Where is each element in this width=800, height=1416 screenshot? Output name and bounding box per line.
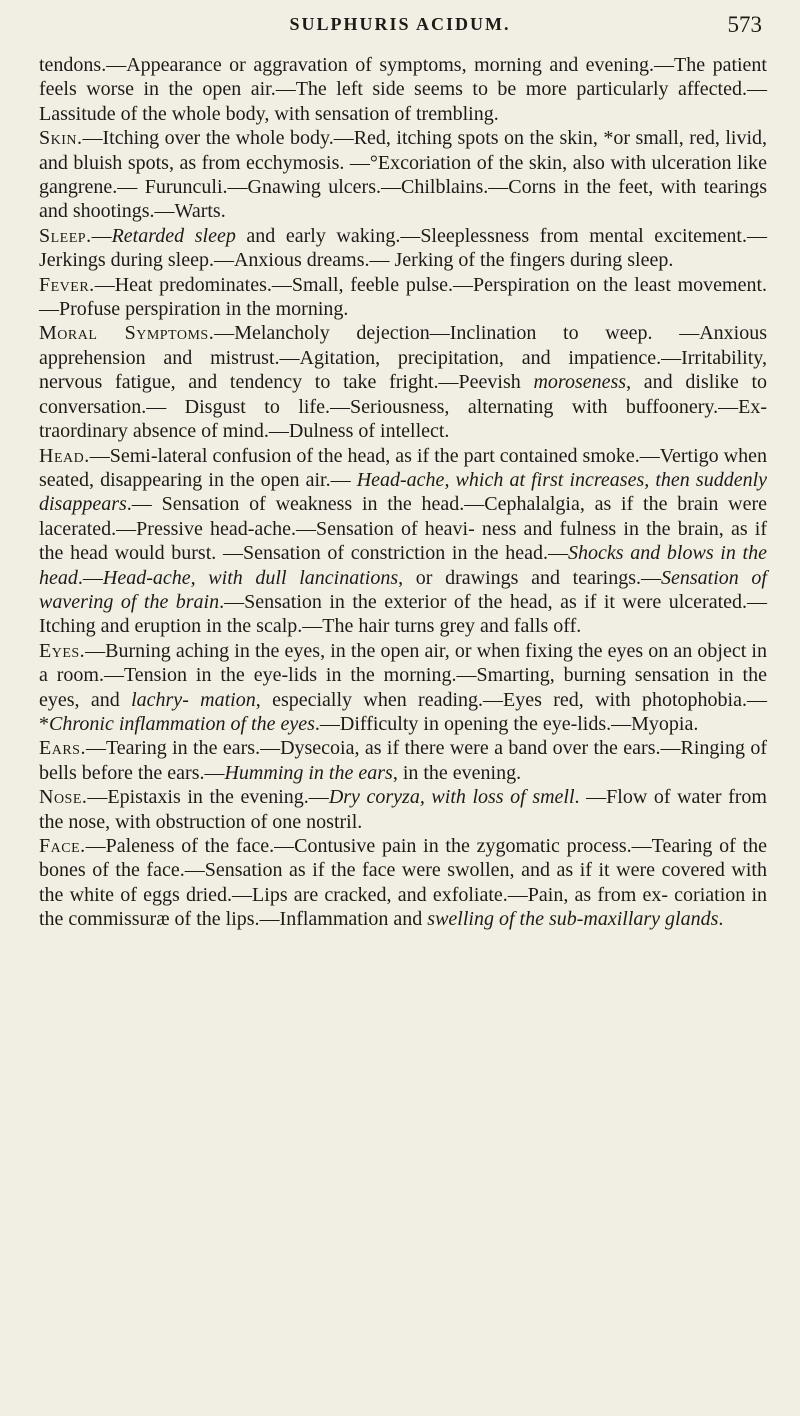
text-segment: —Burning aching in the eyes, in the open air, or when fixing the eyes on an object in a room.—Tension in the eye-lids in the morning.—Smarting, burning sensation in the eyes, and bbox=[39, 639, 767, 711]
section-moral-symptoms bbox=[39, 321, 767, 443]
text-segment: —Epistaxis in the evening.— bbox=[87, 786, 329, 809]
running-header bbox=[0, 6, 800, 46]
text-segment: , in the evening. bbox=[392, 761, 522, 784]
italic-phrase: Head-ache, with dull lancinations bbox=[102, 566, 399, 589]
text-segment: —Semi-lateral confusion of the head, as if the part contained smoke.—Vertigo when seated, disappearing in the open air.— bbox=[39, 444, 767, 491]
section-heading: Head. bbox=[39, 444, 90, 467]
section-heading: Nose. bbox=[39, 786, 88, 809]
italic-phrase: lachry- mation bbox=[131, 688, 256, 711]
text-segment: tendons.—Appearance or aggravation of symptoms, morning and evening.—The patient feels worse in the open air.—The left side seems to be more particularly affected.—Lassitude of the whole body, with sensation of trembling. bbox=[39, 54, 767, 125]
text-segment: —Paleness of the face.—Contusive pain in the zygomatic process.—Tearing of the bones of the face.—Sensation as if the face were swollen, and as if it were covered with the white of eggs dried.—Lips are cracked, and exfoliate.—Pain, as from ex- coriation in the commissuræ of the lips.—Inflammation and bbox=[39, 835, 767, 931]
section-heading: Face. bbox=[39, 835, 86, 857]
text-segment: . bbox=[718, 908, 724, 931]
text-segment: —Itching over the whole body.—Red, itching spots on the skin, *or small, red, livid, and bluish spots, as from ecchymosis. —°Excoriation of the skin, also with ulceration like gangrene.— Furunculi.—Gnawing ulcers.—Chilblains.—Corns in the feet, with tearings and shootings.—Warts. bbox=[39, 127, 767, 223]
section-face bbox=[39, 834, 767, 932]
text-segment: .— Sensation of weakness in the head.—Cephalalgia, as if the brain were lacerated.—Pressive head-ache.—Sensation of heavi- ness and fulness in the brain, as if the head would burst. —Sensation of constriction in the head.— bbox=[39, 493, 767, 565]
italic-phrase: Humming in the ears bbox=[224, 761, 393, 784]
section-heading: Moral Symptoms. bbox=[39, 322, 215, 345]
italic-phrase: swelling of the sub-maxillary glands bbox=[427, 908, 719, 931]
text-segment: , and dislike to conversation.— Disgust to life.—Seriousness, alternating with buffoonery.—Ex- traordinary absence of mind.—Dulness of intellect. bbox=[39, 371, 768, 443]
text-segment: — bbox=[91, 224, 112, 247]
section-nose bbox=[39, 785, 767, 834]
section-text bbox=[39, 640, 767, 735]
text-segment: .—Difficulty in opening the eye-lids.—Myopia. bbox=[314, 712, 699, 735]
section-continuation bbox=[39, 53, 767, 126]
text-segment: , or drawings and tearings.— bbox=[398, 566, 661, 589]
section-text bbox=[39, 737, 767, 783]
section-heading: Skin. bbox=[39, 127, 83, 150]
section-text bbox=[39, 225, 767, 271]
section-text bbox=[39, 445, 767, 638]
italic-phrase: Sensation of wavering of the brain bbox=[39, 566, 767, 613]
text-segment: —Heat predominates.—Small, feeble pulse.—Perspiration on the least movement.—Profuse perspiration in the morning. bbox=[39, 273, 767, 321]
section-text bbox=[39, 54, 767, 125]
section-sleep bbox=[39, 224, 767, 273]
section-text bbox=[39, 835, 767, 930]
section-ears bbox=[39, 736, 767, 785]
italic-phrase: Dry coryza, with loss of smell bbox=[328, 786, 575, 809]
section-head bbox=[39, 444, 767, 639]
running-title: SULPHURIS ACIDUM. bbox=[289, 14, 511, 34]
text-segment: .—Sensation in the exterior of the head, as if it were ulcerated.—Itching and eruption in the scalp.—The hair turns grey and falls off. bbox=[39, 590, 768, 638]
italic-phrase: Shocks and blows in the head bbox=[39, 542, 767, 589]
text-segment: .— bbox=[77, 566, 103, 589]
text-segment: and early waking.—Sleeplessness from mental excitement.—Jerkings during sleep.—Anxious dreams.— Jerking of the fingers during sleep. bbox=[39, 224, 767, 272]
section-text bbox=[39, 127, 767, 222]
text-segment: —Tearing in the ears.—Dysecoia, as if there were a band over the ears.—Ringing of bells before the ears.— bbox=[39, 737, 767, 784]
text-segment: . —Flow of water from the nose, with obstruction of one nostril. bbox=[39, 786, 767, 833]
page-number: 573 bbox=[727, 12, 762, 37]
text-body bbox=[39, 53, 767, 932]
text-segment: —Melancholy dejection—Inclination to weep. —Anxious apprehension and mistrust.—Agitation, precipitation, and impatience.—Irritability, nervous fatigue, and tendency to take fright.—Peevish bbox=[39, 322, 767, 394]
section-skin bbox=[39, 126, 767, 224]
section-text bbox=[39, 274, 767, 320]
italic-phrase: Head-ache, which at first increases, then suddenly disappears bbox=[39, 468, 768, 516]
section-heading: Ears. bbox=[39, 737, 86, 760]
section-heading: Eyes. bbox=[39, 639, 86, 662]
section-fever bbox=[39, 273, 767, 322]
section-heading: Sleep. bbox=[39, 224, 92, 247]
italic-phrase: Retarded sleep bbox=[111, 224, 236, 247]
section-text bbox=[39, 786, 767, 832]
section-heading: Fever. bbox=[39, 273, 95, 296]
italic-phrase: Chronic inflammation of the eyes bbox=[49, 712, 315, 735]
text-segment: , especially when reading.—Eyes red, with photophobia.— * bbox=[39, 688, 767, 735]
italic-phrase: moroseness bbox=[533, 371, 627, 394]
section-eyes bbox=[39, 639, 767, 737]
